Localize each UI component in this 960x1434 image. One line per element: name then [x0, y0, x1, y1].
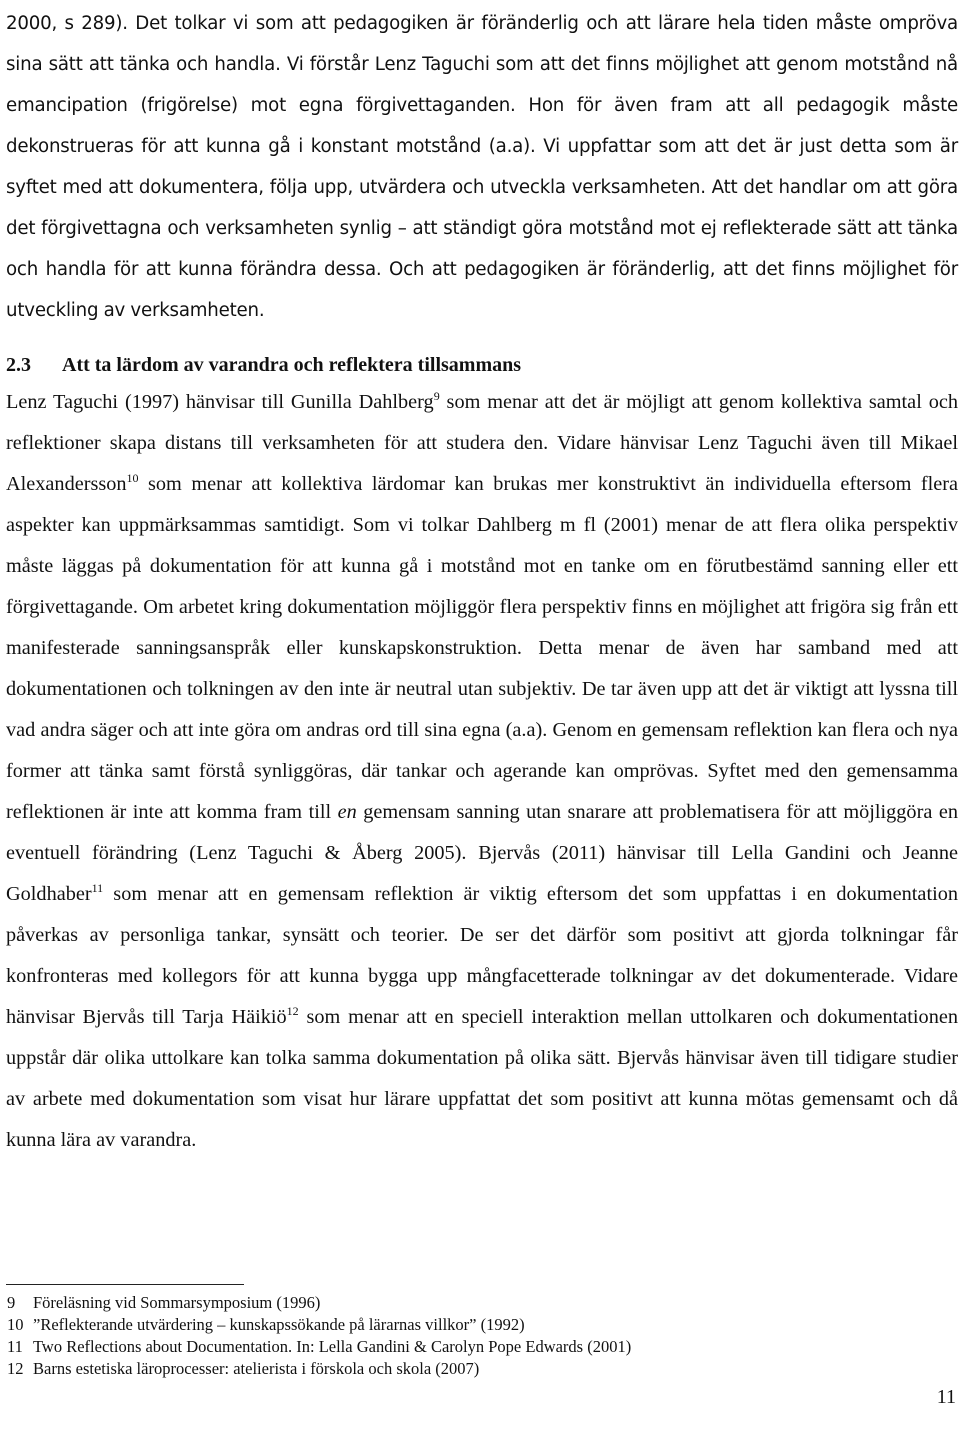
paragraph-intro: 2000, s 289). Det tolkar vi som att pedagogiken är föränderlig och att lärare hela tiden måste ompröva sina sätt att tänka och handla. Vi förstår Lenz Taguchi som att det finns möjlighet att genom motstånd nå emancipation (frigörelse) mot egna förgivettaganden. Hon för även fram att all pedagogik måste dekonstrueras för att kunna gå i konstant motstånd (a.a). Vi uppfattar som att det är just detta som är syftet med att dokumentera, följa upp, utvärdera och utveckla verksamheten. Att det handlar om att göra det förgivettagna och verksamheten synlig – att ständigt göra motstånd mot ej reflekterade sätt att tänka och handla för att kunna förändra dessa. Och att pedagogiken är föränderlig, att det finns möjlighet för utveckling av verksamheten. — [6, 13, 958, 321]
section-number: 2.3 — [6, 354, 31, 376]
footnote-number: 9 — [7, 1293, 16, 1312]
paragraph-body — [6, 382, 958, 1161]
footnote-text: Föreläsning vid Sommarsymposium (1996) — [33, 1293, 321, 1312]
body-text-2: som menar att det är möjligt att genom kollektiva samtal och reflektioner skapa distans till verksamheten för att studera den. Vidare hänvisar Lenz Taguchi även till Mikael Alexandersson — [6, 391, 958, 495]
italic-word: en — [337, 801, 357, 823]
footnote-text: ”Reflekterande utvärdering – kunskapssökande på lärarnas villkor” (1992) — [33, 1315, 525, 1334]
footnote-ref-10: 10 — [126, 471, 139, 486]
footnote-ref-12: 12 — [286, 1004, 299, 1019]
body-text-4: gemensam sanning utan snarare att problematisera för att möjliggöra en eventuell förändring (Lenz Taguchi & Åberg 2005). Bjervås (2011) hänvisar till Lella Gandini och Jeanne Goldhaber — [6, 801, 958, 905]
footnote-ref-11: 11 — [91, 881, 104, 896]
body-text-6: som menar att en speciell interaktion mellan uttolkaren och dokumentationen uppstår där olika uttolkare kan tolka samma dokumentation på olika sätt. Bjervås hänvisar även till tidigare studier av arbete med dokumentation som visat hur lärare uppfattat det som positivt att kunna mötas gemensamt och då kunna lära av varandra. — [6, 1006, 958, 1151]
body-text-3: som menar att kollektiva lärdomar kan brukas mer konstruktivt än individuella eftersom flera aspekter kan uppmärksammas samtidigt. Som vi tolkar Dahlberg m fl (2001) menar de att flera olika perspektiv måste läggas på dokumentation för att kunna gå i motstånd mot en tanke om en förutbestämd sanning eller ett förgivettagande. Om arbetet kring dokumentation möjliggör flera perspektiv finns en möjlighet att frigöra sig från ett manifesterade sanningsanspråk eller kunskapskonstruktion. Detta menar de även har samband med att dokumentationen och tolkningen av den inte är neutral utan subjektiv. De tar även upp att det är viktigt att lyssna till vad andra säger och att inte göra om andras ord till sina egna (a.a). Genom en gemensam reflektion kan flera och nya former att tänka samt förstå synliggöras, där tankar och agerande kan omprövas. Syftet med den gemensamma reflektionen är inte att komma fram till — [6, 473, 958, 823]
body-text-5: som menar att en gemensam reflektion är viktig eftersom det som uppfattas i en dokumentation påverkas av personliga tankar, synsätt och teorier. De ser det därför som positivt att gjorda tolkningar får konfronteras med kollegors för att kunna bygga upp mångfacetterade tolkningar av det dokumenterade. Vidare hänvisar Bjervås till Tarja Häikiö — [6, 883, 958, 1028]
footnote-ref-9: 9 — [433, 389, 440, 404]
section-title: Att ta lärdom av varandra och reflektera tillsammans — [62, 354, 522, 376]
footnote-item — [7, 1336, 631, 1358]
footnote-number: 11 — [7, 1337, 23, 1356]
footnote-item — [7, 1314, 631, 1336]
section-heading — [6, 350, 521, 380]
footnote-item — [7, 1292, 631, 1314]
footnote-separator — [6, 1284, 244, 1285]
body-text-1: Lenz Taguchi (1997) hänvisar till Gunilla Dahlberg — [6, 391, 434, 413]
footnote-text: Two Reflections about Documentation. In: Lella Gandini & Carolyn Pope Edwards (2001) — [33, 1337, 632, 1356]
page-number: 11 — [936, 1386, 956, 1408]
footnote-number: 12 — [7, 1359, 24, 1378]
footnote-list — [7, 1292, 631, 1380]
footnote-item — [7, 1358, 631, 1380]
footnote-text: Barns estetiska läroprocesser: atelierista i förskola och skola (2007) — [33, 1359, 480, 1378]
footnote-number: 10 — [7, 1315, 24, 1334]
